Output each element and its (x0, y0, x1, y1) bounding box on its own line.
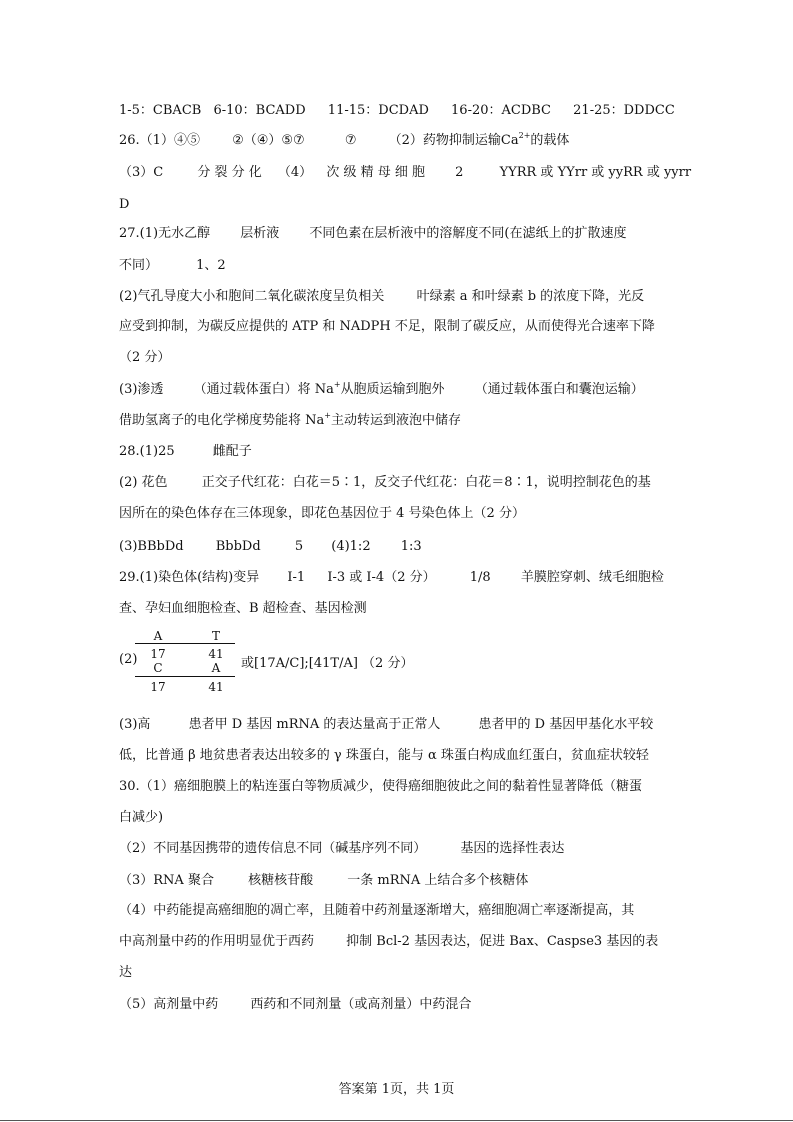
q28-part3c: 5 (294, 539, 304, 554)
q27-part3b-tail: 从胞质运输到胞外 (340, 382, 445, 397)
answer-line-30-3 (119, 840, 564, 858)
bottom-strand-left-base: C (153, 661, 163, 675)
answer-line-29-1 (119, 569, 664, 587)
mcq-16-20: 16-20：ACDBC (451, 103, 552, 118)
q28-part4b: 1:3 (400, 539, 422, 554)
bottom-position-left: 17 (150, 680, 166, 694)
mcq-11-15: 11-15：DCDAD (327, 103, 429, 118)
answer-line-27-3 (119, 288, 644, 306)
q27-part1e: 1、2 (196, 258, 226, 273)
q30-part4: （4）中药能提高癌细胞的凋亡率，且随着中药剂量逐渐增大，癌细胞凋亡率逐渐提高，其 (119, 903, 635, 918)
q29-part1f: 查、孕妇血细胞检查、B 超检查、基因检测 (119, 601, 367, 616)
q30-part4b: 中高剂量中药的作用明显优于西药 (119, 934, 315, 949)
q30-part2: （2）不同基因携带的遗传信息不同（碱基序列不同） (119, 841, 427, 856)
answer-line-26-3 (119, 164, 691, 182)
q30-part5b: 西药和不同剂量（或高剂量）中药混合 (250, 997, 472, 1012)
answer-line-29-3 (119, 716, 653, 734)
q26-part4c: 2 (455, 165, 464, 180)
bottom-strand-right-base: A (211, 661, 221, 675)
q30-part4d: 达 (119, 965, 133, 980)
answer-line-28-1 (119, 443, 252, 461)
q29-part2-label: (2) (119, 652, 138, 667)
top-strand-line (135, 643, 235, 644)
q29-part3: (3)高 (119, 717, 151, 732)
q29-part1e: 羊膜腔穿刺、绒毛细胞检 (520, 570, 664, 585)
mcq-6-10: 6-10：BCADD (213, 103, 306, 118)
q26-part4: （4） (277, 165, 313, 180)
q29-part2-answer: 或[17A/C];[41T/A] （2 分） (241, 656, 414, 671)
q26-part4d: YYRR 或 YYrr 或 yyRR 或 yyrr (499, 165, 692, 180)
q27-part3d-tail: 主动转运到液泡中储存 (330, 413, 461, 428)
answer-line-26-4 (119, 196, 129, 214)
answer-line-30-1 (119, 778, 642, 796)
q29-part3c: 患者甲的 D 基因甲基化水平较 (478, 717, 654, 732)
top-position-left: 17 (150, 647, 166, 661)
top-strand-right-base: T (211, 629, 220, 643)
q27-part3c: （通过载体蛋白和囊泡运输） (474, 382, 644, 397)
answer-line-29-2 (119, 600, 367, 618)
answer-line-27-1 (119, 225, 626, 243)
q28-part1b: 雌配子 (212, 444, 252, 459)
page-footer: 答案第 1页，共 1页 (338, 1082, 455, 1097)
answer-line-26-1 (119, 132, 569, 150)
q29-part1d: 1/8 (469, 570, 491, 585)
q30-part5: （5）高剂量中药 (119, 997, 219, 1012)
answer-line-27-6 (119, 381, 644, 399)
answer-line-mcq (119, 102, 675, 120)
bottom-position-right: 41 (208, 680, 224, 694)
q29-part3b: 患者甲 D 基因 mRNA 的表达量高于正常人 (188, 717, 441, 732)
q30-part1: 30.（1）癌细胞膜上的粘连蛋白等物质减少，使得癌细胞彼此之间的黏着性显著降低（糖蛋 (119, 779, 642, 794)
q26-part4e: D (119, 197, 130, 212)
q26-part2-tail: 的载体 (530, 133, 570, 148)
page-bottom-rule (0, 1120, 793, 1121)
base-pair-diagram (119, 628, 479, 698)
answer-line-27-4 (119, 318, 655, 336)
q30-part2b: 基因的选择性表达 (460, 841, 565, 856)
answer-line-28-4 (119, 538, 422, 556)
q28-part3: (3)BBbDd (119, 539, 184, 554)
q29-part1c: I-3 或 I-4（2 分） (327, 570, 436, 585)
superscript: + (324, 410, 331, 420)
answer-line-29-4 (119, 747, 649, 765)
q30-part3b: 核糖核苷酸 (248, 873, 314, 888)
q26-part1: 26.（1）④⑤ (119, 133, 200, 148)
q28-part2c: 因所在的染色体存在三体现象，即花色基因位于 4 号染色体上（2 分） (119, 506, 525, 521)
answer-line-27-2 (119, 257, 226, 275)
answer-line-27-5 (119, 349, 170, 367)
q26-part4b: 次 级 精 母 细 胞 (326, 165, 425, 180)
q27-part2-score: （2 分） (119, 350, 171, 365)
answer-line-28-2 (119, 474, 651, 492)
mcq-21-25: 21-25：DDDCC (573, 103, 675, 118)
q27-part1b: 层析液 (240, 226, 280, 241)
answer-line-30-8 (119, 996, 471, 1014)
q26-part2-text: （2）药物抑制运输Ca (388, 133, 519, 148)
top-strand-left-base: A (153, 629, 163, 643)
q27-part3: (3)渗透 (119, 382, 164, 397)
q26-part3b: 分 裂 分 化 (197, 165, 262, 180)
q30-part1b: 白减少) (119, 810, 164, 825)
q28-part4: (4)1:2 (331, 539, 371, 554)
q27-part2: (2)气孔导度大小和胞间二氧化碳浓度呈负相关 (119, 289, 385, 304)
q27-part1: 27.(1)无水乙醇 (119, 226, 211, 241)
answer-line-30-5 (119, 902, 634, 920)
superscript: + (333, 379, 341, 389)
q30-part4c: 抑制 Bcl-2 基因表达，促进 Bax、Caspse3 基因的表 (346, 934, 659, 949)
q26-part2 (388, 130, 570, 148)
q27-part2b: 叶绿素 a 和叶绿素 b 的浓度下降，光反 (416, 289, 645, 304)
answer-line-28-3 (119, 505, 525, 523)
q27-part1d: 不同） (119, 258, 159, 273)
q26-part1b: ②（④）⑤⑦ (232, 133, 305, 148)
q26-part3: （3）C (119, 165, 164, 180)
q27-part1c: 不同色素在层析液中的溶解度不同(在滤纸上的扩散速度 (309, 226, 627, 241)
mcq-1-5: 1-5：CBACB (119, 103, 202, 118)
q26-part1c: ⑦ (344, 133, 357, 148)
q28-part2b: 正交子代红花：白花＝5∶1，反交子代红花：白花＝8∶1，说明控制花色的基 (201, 475, 651, 490)
q28-part1: 28.(1)25 (119, 444, 175, 459)
answer-line-30-6 (119, 933, 658, 951)
q29-part1: 29.(1)染色体(结构)变异 (119, 570, 260, 585)
answer-line-30-4 (119, 872, 528, 890)
answer-line-30-7 (119, 964, 132, 982)
answer-line-27-7 (119, 412, 461, 430)
q28-part2: (2) 花色 (119, 475, 168, 490)
q30-part3c: 一条 mRNA 上结合多个核糖体 (347, 873, 529, 888)
bottom-strand-line (135, 676, 235, 677)
superscript: 2+ (518, 130, 531, 140)
q27-part3b (193, 379, 445, 397)
answer-line-30-2 (119, 809, 163, 827)
q27-part3d: 借助氢离子的电化学梯度势能将 Na (119, 413, 325, 428)
q27-part3b-text: （通过载体蛋白）将 Na (193, 382, 334, 397)
q29-part1b: I-1 (287, 570, 306, 585)
q28-part3b: BbbDd (215, 539, 261, 554)
q29-part3d: 低，比普通 β 地贫患者表达出较多的 γ 珠蛋白，能与 α 珠蛋白构成血红蛋白，贫血症状较轻 (119, 748, 649, 763)
q30-part3: （3）RNA 聚合 (119, 873, 214, 888)
top-position-right: 41 (208, 647, 224, 661)
q27-part2c: 应受到抑制，为碳反应提供的 ATP 和 NADPH 不足，限制了碳反应，从而使得光合速率下降 (119, 319, 655, 334)
